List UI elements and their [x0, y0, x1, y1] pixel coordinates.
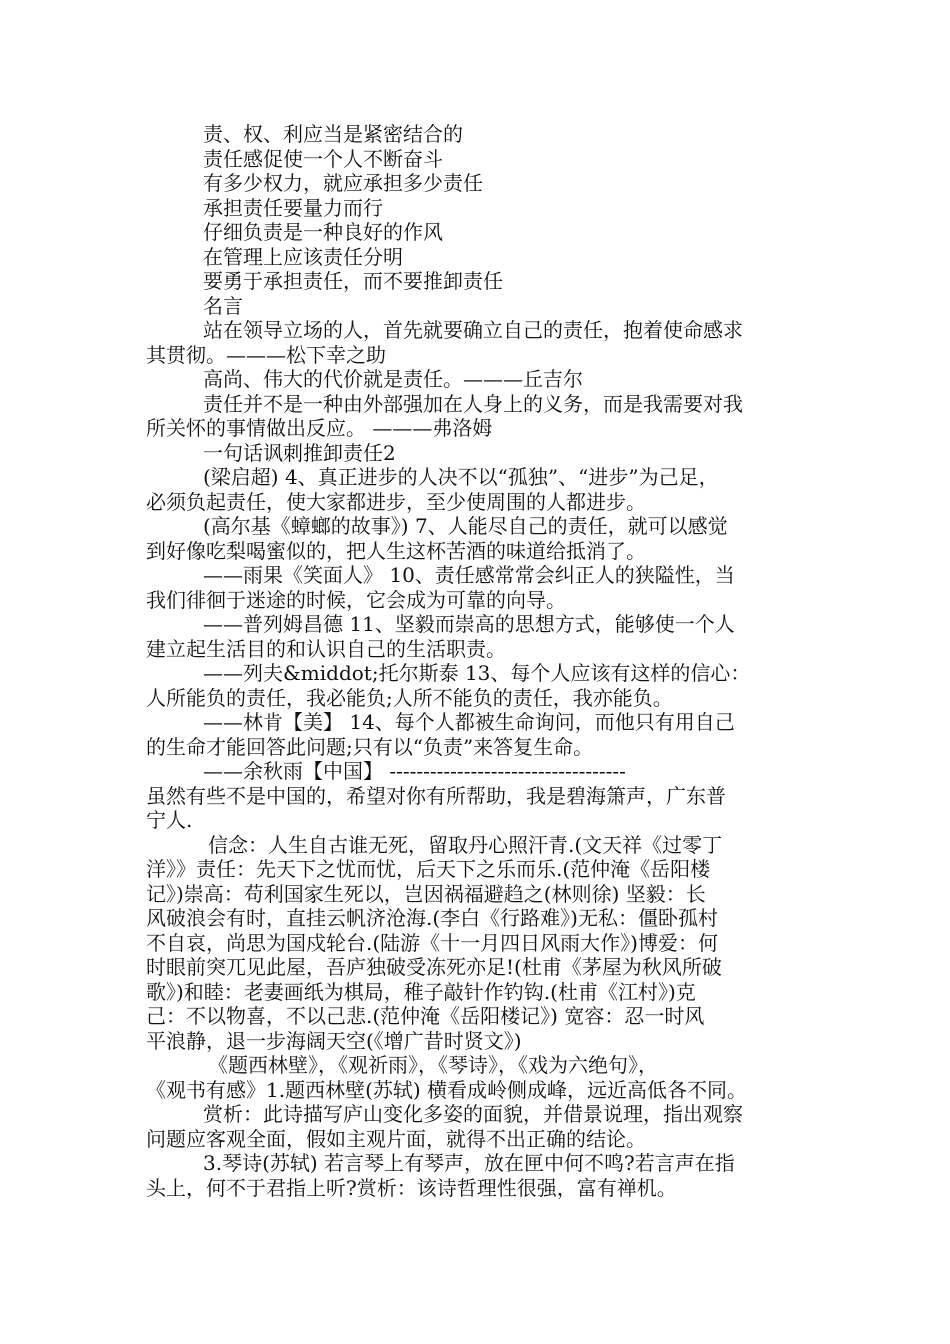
text-line: 责任感促使一个人不断奋斗	[203, 146, 443, 171]
text-line: 《观书有感》1.题西林壁(苏轼) 横看成岭侧成峰，远近高低各不同。	[146, 1077, 748, 1102]
text-line: 仔细负责是一种良好的作风	[203, 220, 443, 244]
text-line: 必须负起责任，使大家都进步，至少使周围的人都进步。	[146, 489, 646, 514]
text-line: 洋》》责任：先天下之忧而忧，后天下之乐而乐.(范仲淹《岳阳楼	[146, 857, 711, 881]
text-line: 信念：人生自古谁无死，留取丹心照汗青.(文天祥《过零丁	[208, 832, 723, 857]
text-line: ——林肯【美】 14、每个人都被生命询问，而他只有用自己	[203, 710, 735, 734]
text-line: 其贯彻。———松下幸之助	[146, 342, 386, 367]
text-line: 高尚、伟大的代价就是责任。———丘吉尔	[203, 367, 583, 391]
text-line: 人所能负的责任，我必能负;人所不能负的责任，我亦能负。	[146, 685, 673, 710]
text-line: 《题西林壁》，《观祈雨》，《琴诗》，《戏为六绝句》，	[208, 1053, 658, 1077]
text-line: 的生命才能回答此问题;只有以“负责”来答复生命。	[146, 734, 594, 759]
text-line: 时眼前突兀见此屋，吾庐独破受冻死亦足!(杜甫《茅屋为秋风所破	[146, 955, 722, 979]
text-line: (高尔基《蟑螂的故事》) 7、人能尽自己的责任，就可以感觉	[203, 514, 728, 538]
text-line: 平浪静，退一步海阔天空(《增广昔时贤文》)	[146, 1028, 522, 1053]
text-line: ——列夫&middot;托尔斯泰 13、每个人应该有这样的信心：	[203, 661, 751, 685]
text-line: 建立起生活目的和认识自己的生活职责。	[146, 636, 506, 661]
text-line: 一句话讽刺推卸责任2	[203, 440, 396, 465]
text-line: 名言	[203, 293, 243, 318]
text-line: 责任并不是一种由外部强加在人身上的义务，而是我需要对我	[203, 391, 743, 416]
text-line: 己：不以物喜，不以己悲.(范仲淹《岳阳楼记》) 宽容：忍一时风	[146, 1004, 705, 1028]
text-line: 头上，何不于君指上听?赏析：该诗哲理性很强，富有禅机。	[146, 1175, 677, 1200]
text-line: 所关怀的事情做出反应。 ———弗洛姆	[146, 416, 493, 440]
text-line: ——普列姆昌德 11、坚毅而崇高的思想方式，能够使一个人	[203, 612, 735, 636]
text-line: 不自哀，尚思为国戍轮台.(陆游《十一月四日风雨大作》)博爱：何	[146, 930, 718, 955]
text-line: 虽然有些不是中国的，希望对你有所帮助，我是碧海箫声，广东普	[146, 783, 726, 808]
text-line: ——雨果《笑面人》 10、责任感常常会纠正人的狭隘性，当	[203, 563, 735, 587]
document-body	[146, 122, 826, 1200]
text-line: 在管理上应该责任分明	[203, 244, 403, 269]
text-line: 站在领导立场的人，首先就要确立自己的责任，抱着使命感求	[203, 318, 743, 342]
text-line: ——余秋雨【中国】 -----------------------------------	[203, 759, 626, 783]
text-line: 承担责任要量力而行	[203, 195, 383, 220]
text-line: 我们徘徊于迷途的时候，它会成为可靠的向导。	[146, 587, 566, 612]
text-line: 有多少权力，就应承担多少责任	[203, 171, 483, 195]
text-line: 宁人.	[146, 808, 193, 832]
text-line: (梁启超) 4、真正进步的人决不以“孤独”、“进步”为己足，	[203, 465, 719, 489]
text-line: 责、权、利应当是紧密结合的	[203, 122, 463, 146]
text-line: 赏析：此诗描写庐山变化多姿的面貌，并借景说理，指出观察	[203, 1102, 743, 1126]
text-line: 问题应客观全面，假如主观片面，就得不出正确的结论。	[146, 1126, 646, 1151]
text-line: 记》)崇高：苟利国家生死以，岂因祸福避趋之(林则徐) 坚毅：长	[146, 881, 706, 906]
text-line: 3.琴诗(苏轼) 若言琴上有琴声，放在匣中何不鸣?若言声在指	[203, 1151, 735, 1175]
text-line: 风破浪会有时，直挂云帆济沧海.(李白《行路难》)无私：僵卧孤村	[146, 906, 718, 930]
text-line: 到好像吃梨喝蜜似的，把人生这杯苦酒的味道给抵消了。	[146, 538, 646, 563]
text-line: 歌》)和睦：老妻画纸为棋局，稚子敲针作钓钩.(杜甫《江村》)克	[146, 979, 696, 1004]
text-line: 要勇于承担责任，而不要推卸责任	[203, 269, 503, 293]
